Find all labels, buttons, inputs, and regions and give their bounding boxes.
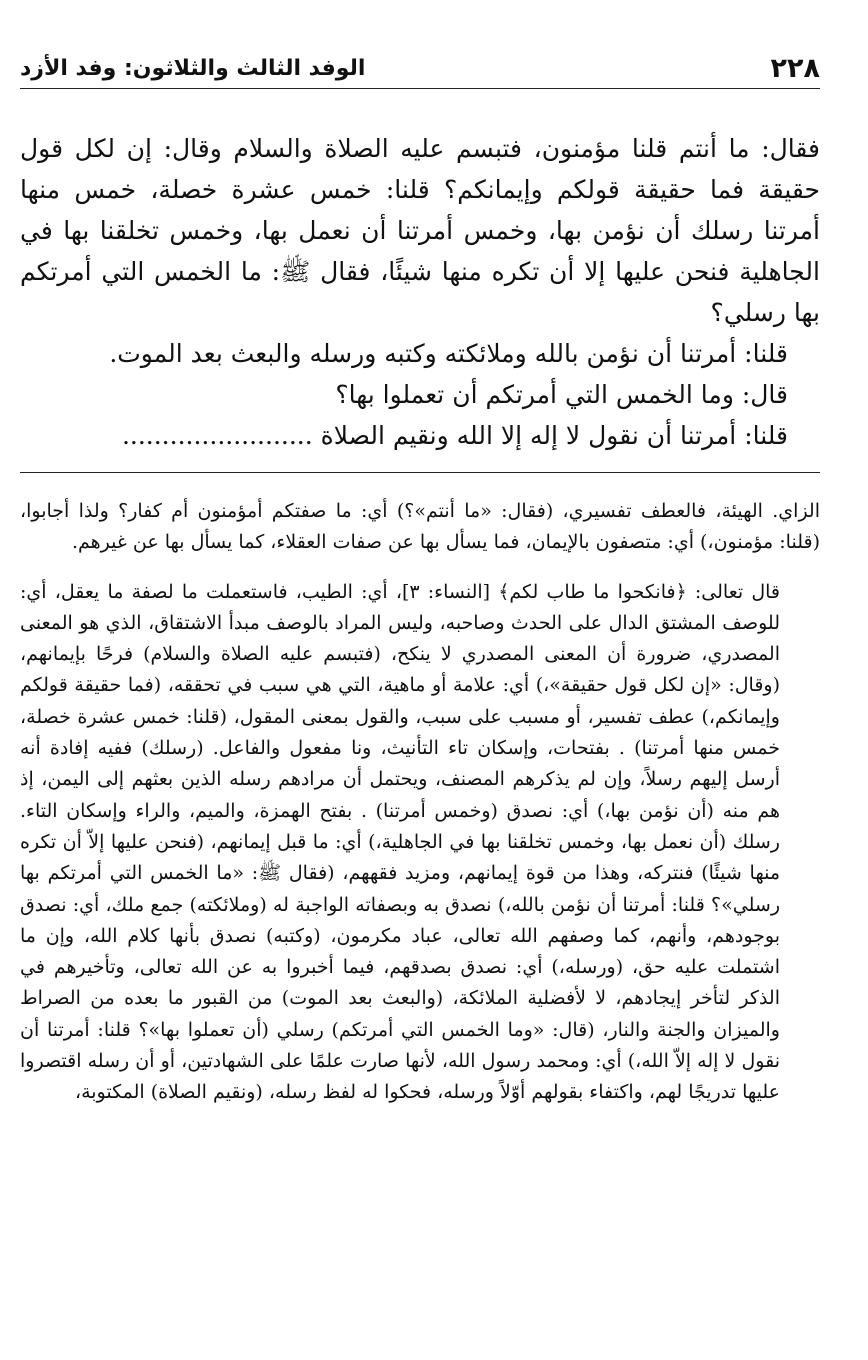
main-paragraph-4 (20, 415, 820, 456)
commentary-paragraph-2: قال تعالى: ﴿فانكحوا ما طاب لكم﴾ [النساء: ٣]، أي: الطيب، فاستعملت ما لصفة ما يعقل، أي: للوصف المشتق الدال على الحدث وصاحبه، وليس المراد بالوصف مبدأ الاشتقاق، الذي هو المعنى المصدري، ضرورة أن المعنى المصدري لا ينكح، (فتبسم عليه الصلاة والسلام) فرحًا بإيمانهم، (وقال: «إن لكل قول حقيقة»،) أي: علامة أو ماهية، التي هي سبب في تحققه، (فما حقيقة قولكم وإيمانكم،) عطف تفسير، أو مسبب على سبب، والقول بمعنى المقول، (قلنا: خمس عشرة خصلة، خمس منها أمرتنا) . بفتحات، وإسكان تاء التأنيث، ونا مفعول والفاعل. (رسلك) ففيه إفادة أنه أرسل إليهم رسلاً، وإن لم يذكرهم المصنف، ويحتمل أن مرادهم رسله الذين بعثهم إلى اليمن، إذ هم منه (أن نؤمن بها،) أي: نصدق (وخمس أمرتنا) . بفتح الهمزة، والميم، والراء وإسكان التاء. رسلك (أن نعمل بها، وخمس تخلقنا بها في الجاهلية،) أي: ما قبل إيمانهم، (فنحن عليها إلاّ أن تكره منها شيئًا) فنتركه، وهذا من قوة إيمانهم، ومزيد فقههم، (فقال ﷺ: «ما الخمس التي أمرتكم بها رسلي»؟ قلنا: أمرتنا أن نؤمن بالله،) نصدق به وبصفاته الواجبة له (وملائكته) جمع ملك، أي: نصدق بوجودهم، وأنهم، كما وصفهم الله تعالى، عباد مكرمون، (وكتبه) نصدق بأنها كلام الله، وإن ما اشتملت عليه حق، (ورسله،) أي: نصدق بصدقهم، فيما أخبروا به عن الله تعالى، وتأخيرهم في الذكر لتأخر إيجادهم، لا لأفضلية الملائكة، (والبعث بعد الموت) من القبور ما بعده من الصراط والميزان والجنة والنار، (قال: «وما الخمس التي أمرتكم) رسلي (أن تعملوا بها»؟ قلنا: أمرتنا أن نقول لا إله إلاّ الله،) أي: ومحمد رسول الله، لأنها صارت علمًا على الشهادتين، أو أن رسله اقتصروا عليها تدريجًا لهم، واكتفاء بقولهم أوّلاً ورسله، فحكوا له لفظ رسله، (ونقيم الصلاة) المكتوبة، (20, 580, 780, 1104)
main-text (20, 128, 820, 456)
main-paragraph-2: قلنا: أمرتنا أن نؤمن بالله وملائكته وكتبه ورسله والبعث بعد الموت. (109, 339, 788, 368)
commentary-text (20, 496, 820, 1109)
running-title: الوفد الثالث والثلاثون: وفد الأزد (20, 55, 366, 81)
page-header (20, 48, 820, 89)
main-paragraph-3: قال: وما الخمس التي أمرتكم أن تعملوا بها؟ (335, 380, 788, 409)
main-paragraph-4-text: قلنا: أمرتنا أن نقول لا إله إلا الله ونقيم الصلاة (320, 421, 788, 450)
footnote-separator (20, 472, 820, 473)
main-paragraph-1: فقال: ما أنتم قلنا مؤمنون، فتبسم عليه الصلاة والسلام وقال: إن لكل قول حقيقة فما حقيقة قولكم وإيمانكم؟ قلنا: خمس عشرة خصلة، خمس منها أمرتنا رسلك أن نؤمن بها، وخمس أمرتنا أن نعمل بها، وخمس تخلقنا بها في الجاهلية فنحن عليها إلا أن تكره منها شيئًا، فقال ﷺ: ما الخمس التي أمرتكم بها رسلي؟ (20, 134, 820, 327)
page-number: ٢٢٨ (770, 52, 820, 84)
continuation-dots: ........................ (121, 421, 313, 450)
commentary-paragraph-1: الزاي. الهيئة، فالعطف تفسيري، (فقال: «ما أنتم»؟) أي: ما صفتكم أمؤمنون أم كفار؟ ولذا أجابوا، (قلنا: مؤمنون،) أي: متصفون بالإيمان، فما يسأل بها عن صفات العقلاء، كما يسأل بها عن غيرهم. (20, 500, 820, 554)
